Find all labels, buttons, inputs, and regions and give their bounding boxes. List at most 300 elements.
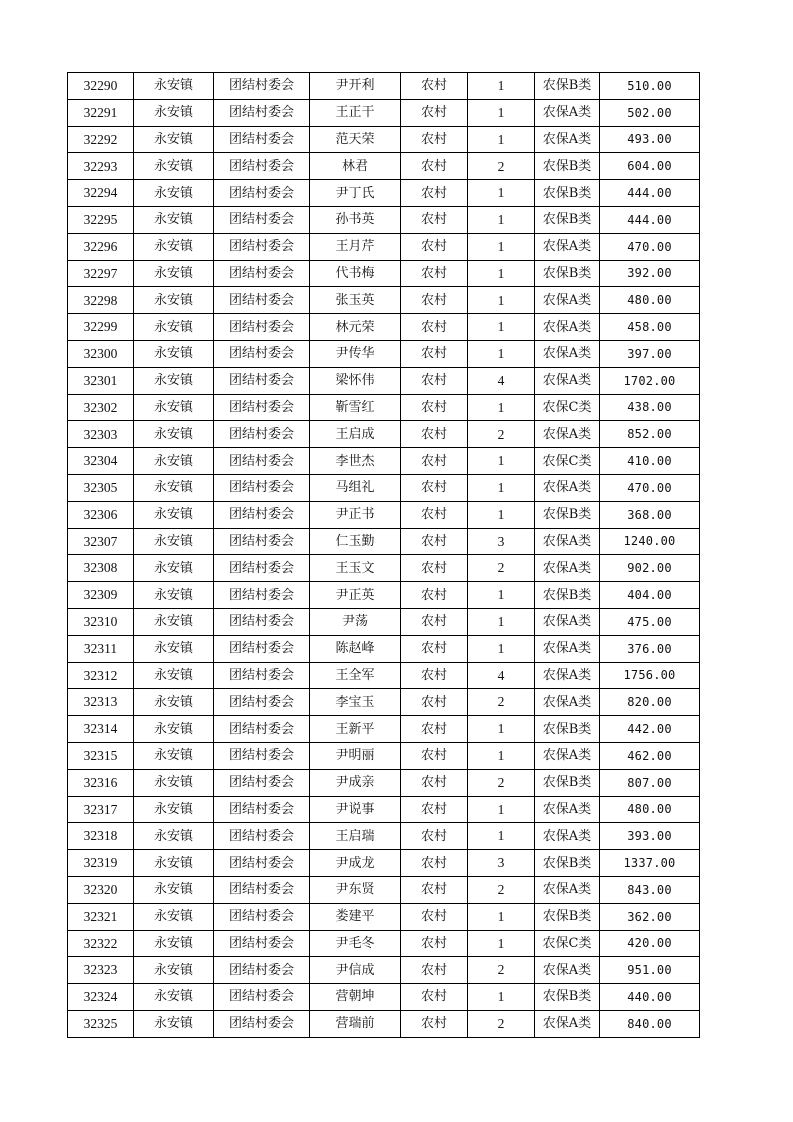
table-row xyxy=(68,99,700,126)
town-cell: 永安镇 xyxy=(134,448,214,475)
person-name-cell: 娄建平 xyxy=(310,903,401,930)
insurance-category-cell: 农保A类 xyxy=(535,340,600,367)
insurance-category-cell: 农保B类 xyxy=(535,582,600,609)
village-committee-cell: 团结村委会 xyxy=(214,742,310,769)
household-count-cell: 1 xyxy=(468,823,535,850)
town-cell: 永安镇 xyxy=(134,1010,214,1037)
village-committee-cell: 团结村委会 xyxy=(214,314,310,341)
area-type-cell: 农村 xyxy=(401,153,468,180)
household-count-cell: 1 xyxy=(468,582,535,609)
household-count-cell: 2 xyxy=(468,689,535,716)
amount-cell: 438.00 xyxy=(600,394,700,421)
town-cell: 永安镇 xyxy=(134,876,214,903)
town-cell: 永安镇 xyxy=(134,233,214,260)
village-committee-cell: 团结村委会 xyxy=(214,984,310,1011)
person-name-cell: 尹正英 xyxy=(310,582,401,609)
area-type-cell: 农村 xyxy=(401,367,468,394)
records-table xyxy=(67,72,700,1038)
town-cell: 永安镇 xyxy=(134,73,214,100)
person-name-cell: 王新平 xyxy=(310,716,401,743)
town-cell: 永安镇 xyxy=(134,367,214,394)
table-row xyxy=(68,582,700,609)
town-cell: 永安镇 xyxy=(134,823,214,850)
insurance-category-cell: 农保B类 xyxy=(535,260,600,287)
record-id-cell: 32317 xyxy=(68,796,134,823)
insurance-category-cell: 农保A类 xyxy=(535,635,600,662)
household-count-cell: 4 xyxy=(468,367,535,394)
record-id-cell: 32311 xyxy=(68,635,134,662)
table-row xyxy=(68,635,700,662)
table-row xyxy=(68,287,700,314)
household-count-cell: 1 xyxy=(468,126,535,153)
insurance-category-cell: 农保A类 xyxy=(535,126,600,153)
person-name-cell: 尹东贤 xyxy=(310,876,401,903)
table-row xyxy=(68,448,700,475)
person-name-cell: 张玉英 xyxy=(310,287,401,314)
person-name-cell: 尹明丽 xyxy=(310,742,401,769)
town-cell: 永安镇 xyxy=(134,421,214,448)
town-cell: 永安镇 xyxy=(134,206,214,233)
insurance-category-cell: 农保B类 xyxy=(535,73,600,100)
amount-cell: 444.00 xyxy=(600,180,700,207)
area-type-cell: 农村 xyxy=(401,823,468,850)
amount-cell: 420.00 xyxy=(600,930,700,957)
table-row xyxy=(68,501,700,528)
town-cell: 永安镇 xyxy=(134,394,214,421)
table-row xyxy=(68,180,700,207)
record-id-cell: 32296 xyxy=(68,233,134,260)
insurance-category-cell: 农保B类 xyxy=(535,903,600,930)
household-count-cell: 1 xyxy=(468,448,535,475)
area-type-cell: 农村 xyxy=(401,260,468,287)
amount-cell: 480.00 xyxy=(600,287,700,314)
table-row xyxy=(68,716,700,743)
amount-cell: 510.00 xyxy=(600,73,700,100)
insurance-category-cell: 农保B类 xyxy=(535,716,600,743)
household-count-cell: 2 xyxy=(468,555,535,582)
insurance-category-cell: 农保B类 xyxy=(535,850,600,877)
person-name-cell: 尹荡 xyxy=(310,608,401,635)
person-name-cell: 王启成 xyxy=(310,421,401,448)
record-id-cell: 32308 xyxy=(68,555,134,582)
insurance-category-cell: 农保A类 xyxy=(535,823,600,850)
area-type-cell: 农村 xyxy=(401,394,468,421)
household-count-cell: 1 xyxy=(468,233,535,260)
insurance-category-cell: 农保A类 xyxy=(535,555,600,582)
town-cell: 永安镇 xyxy=(134,635,214,662)
table-row xyxy=(68,340,700,367)
town-cell: 永安镇 xyxy=(134,716,214,743)
area-type-cell: 农村 xyxy=(401,314,468,341)
table-row xyxy=(68,930,700,957)
table-row xyxy=(68,367,700,394)
town-cell: 永安镇 xyxy=(134,99,214,126)
area-type-cell: 农村 xyxy=(401,340,468,367)
insurance-category-cell: 农保A类 xyxy=(535,876,600,903)
person-name-cell: 林君 xyxy=(310,153,401,180)
record-id-cell: 32318 xyxy=(68,823,134,850)
amount-cell: 951.00 xyxy=(600,957,700,984)
household-count-cell: 2 xyxy=(468,769,535,796)
household-count-cell: 2 xyxy=(468,421,535,448)
amount-cell: 902.00 xyxy=(600,555,700,582)
village-committee-cell: 团结村委会 xyxy=(214,876,310,903)
person-name-cell: 李世杰 xyxy=(310,448,401,475)
record-id-cell: 32307 xyxy=(68,528,134,555)
person-name-cell: 尹信成 xyxy=(310,957,401,984)
village-committee-cell: 团结村委会 xyxy=(214,367,310,394)
insurance-category-cell: 农保A类 xyxy=(535,608,600,635)
person-name-cell: 王玉文 xyxy=(310,555,401,582)
table-row xyxy=(68,153,700,180)
table-row xyxy=(68,1010,700,1037)
household-count-cell: 1 xyxy=(468,340,535,367)
town-cell: 永安镇 xyxy=(134,662,214,689)
amount-cell: 820.00 xyxy=(600,689,700,716)
table-row xyxy=(68,876,700,903)
record-id-cell: 32297 xyxy=(68,260,134,287)
amount-cell: 1702.00 xyxy=(600,367,700,394)
area-type-cell: 农村 xyxy=(401,796,468,823)
insurance-category-cell: 农保B类 xyxy=(535,984,600,1011)
area-type-cell: 农村 xyxy=(401,662,468,689)
town-cell: 永安镇 xyxy=(134,180,214,207)
amount-cell: 362.00 xyxy=(600,903,700,930)
insurance-category-cell: 农保A类 xyxy=(535,689,600,716)
village-committee-cell: 团结村委会 xyxy=(214,769,310,796)
amount-cell: 604.00 xyxy=(600,153,700,180)
person-name-cell: 王正干 xyxy=(310,99,401,126)
area-type-cell: 农村 xyxy=(401,73,468,100)
area-type-cell: 农村 xyxy=(401,421,468,448)
record-id-cell: 32320 xyxy=(68,876,134,903)
person-name-cell: 王全军 xyxy=(310,662,401,689)
person-name-cell: 林元荣 xyxy=(310,314,401,341)
household-count-cell: 1 xyxy=(468,608,535,635)
village-committee-cell: 团结村委会 xyxy=(214,501,310,528)
person-name-cell: 马组礼 xyxy=(310,474,401,501)
person-name-cell: 仁玉勤 xyxy=(310,528,401,555)
area-type-cell: 农村 xyxy=(401,608,468,635)
amount-cell: 393.00 xyxy=(600,823,700,850)
table-row xyxy=(68,903,700,930)
person-name-cell: 范天荣 xyxy=(310,126,401,153)
table-row xyxy=(68,421,700,448)
area-type-cell: 农村 xyxy=(401,742,468,769)
town-cell: 永安镇 xyxy=(134,742,214,769)
record-id-cell: 32299 xyxy=(68,314,134,341)
village-committee-cell: 团结村委会 xyxy=(214,73,310,100)
area-type-cell: 农村 xyxy=(401,769,468,796)
insurance-category-cell: 农保A类 xyxy=(535,367,600,394)
insurance-category-cell: 农保A类 xyxy=(535,474,600,501)
person-name-cell: 王月芹 xyxy=(310,233,401,260)
household-count-cell: 1 xyxy=(468,716,535,743)
household-count-cell: 2 xyxy=(468,957,535,984)
amount-cell: 397.00 xyxy=(600,340,700,367)
household-count-cell: 1 xyxy=(468,287,535,314)
town-cell: 永安镇 xyxy=(134,260,214,287)
village-committee-cell: 团结村委会 xyxy=(214,394,310,421)
village-committee-cell: 团结村委会 xyxy=(214,608,310,635)
amount-cell: 442.00 xyxy=(600,716,700,743)
person-name-cell: 李宝玉 xyxy=(310,689,401,716)
village-committee-cell: 团结村委会 xyxy=(214,850,310,877)
table-row xyxy=(68,796,700,823)
area-type-cell: 农村 xyxy=(401,126,468,153)
table-row xyxy=(68,555,700,582)
person-name-cell: 梁怀伟 xyxy=(310,367,401,394)
record-id-cell: 32321 xyxy=(68,903,134,930)
table-row xyxy=(68,73,700,100)
table-row xyxy=(68,474,700,501)
town-cell: 永安镇 xyxy=(134,796,214,823)
area-type-cell: 农村 xyxy=(401,448,468,475)
area-type-cell: 农村 xyxy=(401,582,468,609)
table-row xyxy=(68,689,700,716)
household-count-cell: 2 xyxy=(468,153,535,180)
village-committee-cell: 团结村委会 xyxy=(214,903,310,930)
insurance-category-cell: 农保A类 xyxy=(535,1010,600,1037)
area-type-cell: 农村 xyxy=(401,180,468,207)
village-committee-cell: 团结村委会 xyxy=(214,340,310,367)
insurance-category-cell: 农保B类 xyxy=(535,153,600,180)
table-row xyxy=(68,769,700,796)
insurance-category-cell: 农保A类 xyxy=(535,528,600,555)
record-id-cell: 32323 xyxy=(68,957,134,984)
record-id-cell: 32312 xyxy=(68,662,134,689)
town-cell: 永安镇 xyxy=(134,314,214,341)
amount-cell: 404.00 xyxy=(600,582,700,609)
insurance-category-cell: 农保A类 xyxy=(535,742,600,769)
record-id-cell: 32322 xyxy=(68,930,134,957)
town-cell: 永安镇 xyxy=(134,501,214,528)
household-count-cell: 1 xyxy=(468,180,535,207)
town-cell: 永安镇 xyxy=(134,984,214,1011)
person-name-cell: 孙书英 xyxy=(310,206,401,233)
village-committee-cell: 团结村委会 xyxy=(214,421,310,448)
table-row xyxy=(68,823,700,850)
town-cell: 永安镇 xyxy=(134,930,214,957)
insurance-category-cell: 农保A类 xyxy=(535,287,600,314)
village-committee-cell: 团结村委会 xyxy=(214,582,310,609)
household-count-cell: 1 xyxy=(468,984,535,1011)
table-row xyxy=(68,850,700,877)
person-name-cell: 王启瑞 xyxy=(310,823,401,850)
village-committee-cell: 团结村委会 xyxy=(214,287,310,314)
person-name-cell: 代书梅 xyxy=(310,260,401,287)
person-name-cell: 尹传华 xyxy=(310,340,401,367)
record-id-cell: 32319 xyxy=(68,850,134,877)
area-type-cell: 农村 xyxy=(401,984,468,1011)
household-count-cell: 3 xyxy=(468,850,535,877)
amount-cell: 852.00 xyxy=(600,421,700,448)
table-row xyxy=(68,394,700,421)
amount-cell: 458.00 xyxy=(600,314,700,341)
amount-cell: 493.00 xyxy=(600,126,700,153)
amount-cell: 1756.00 xyxy=(600,662,700,689)
village-committee-cell: 团结村委会 xyxy=(214,635,310,662)
amount-cell: 1240.00 xyxy=(600,528,700,555)
record-id-cell: 32313 xyxy=(68,689,134,716)
insurance-category-cell: 农保A类 xyxy=(535,957,600,984)
insurance-category-cell: 农保A类 xyxy=(535,233,600,260)
insurance-category-cell: 农保B类 xyxy=(535,769,600,796)
area-type-cell: 农村 xyxy=(401,474,468,501)
area-type-cell: 农村 xyxy=(401,233,468,260)
record-id-cell: 32295 xyxy=(68,206,134,233)
household-count-cell: 4 xyxy=(468,662,535,689)
area-type-cell: 农村 xyxy=(401,850,468,877)
town-cell: 永安镇 xyxy=(134,474,214,501)
table-row xyxy=(68,233,700,260)
record-id-cell: 32314 xyxy=(68,716,134,743)
area-type-cell: 农村 xyxy=(401,635,468,662)
village-committee-cell: 团结村委会 xyxy=(214,689,310,716)
household-count-cell: 1 xyxy=(468,903,535,930)
village-committee-cell: 团结村委会 xyxy=(214,474,310,501)
record-id-cell: 32300 xyxy=(68,340,134,367)
amount-cell: 444.00 xyxy=(600,206,700,233)
area-type-cell: 农村 xyxy=(401,99,468,126)
household-count-cell: 1 xyxy=(468,796,535,823)
household-count-cell: 1 xyxy=(468,394,535,421)
town-cell: 永安镇 xyxy=(134,340,214,367)
household-count-cell: 1 xyxy=(468,501,535,528)
record-id-cell: 32305 xyxy=(68,474,134,501)
town-cell: 永安镇 xyxy=(134,689,214,716)
insurance-category-cell: 农保C类 xyxy=(535,448,600,475)
insurance-category-cell: 农保B类 xyxy=(535,180,600,207)
table-row xyxy=(68,742,700,769)
town-cell: 永安镇 xyxy=(134,153,214,180)
table-row xyxy=(68,984,700,1011)
insurance-category-cell: 农保A类 xyxy=(535,662,600,689)
amount-cell: 368.00 xyxy=(600,501,700,528)
household-count-cell: 3 xyxy=(468,528,535,555)
amount-cell: 480.00 xyxy=(600,796,700,823)
village-committee-cell: 团结村委会 xyxy=(214,528,310,555)
village-committee-cell: 团结村委会 xyxy=(214,823,310,850)
village-committee-cell: 团结村委会 xyxy=(214,153,310,180)
amount-cell: 843.00 xyxy=(600,876,700,903)
area-type-cell: 农村 xyxy=(401,206,468,233)
area-type-cell: 农村 xyxy=(401,528,468,555)
area-type-cell: 农村 xyxy=(401,930,468,957)
person-name-cell: 尹正书 xyxy=(310,501,401,528)
record-id-cell: 32309 xyxy=(68,582,134,609)
person-name-cell: 靳雪红 xyxy=(310,394,401,421)
person-name-cell: 营瑞前 xyxy=(310,1010,401,1037)
records-table-body xyxy=(68,73,700,1038)
amount-cell: 1337.00 xyxy=(600,850,700,877)
village-committee-cell: 团结村委会 xyxy=(214,930,310,957)
record-id-cell: 32294 xyxy=(68,180,134,207)
record-id-cell: 32290 xyxy=(68,73,134,100)
person-name-cell: 尹成龙 xyxy=(310,850,401,877)
amount-cell: 470.00 xyxy=(600,474,700,501)
town-cell: 永安镇 xyxy=(134,582,214,609)
record-id-cell: 32315 xyxy=(68,742,134,769)
table-row xyxy=(68,957,700,984)
village-committee-cell: 团结村委会 xyxy=(214,126,310,153)
town-cell: 永安镇 xyxy=(134,126,214,153)
record-id-cell: 32292 xyxy=(68,126,134,153)
town-cell: 永安镇 xyxy=(134,957,214,984)
household-count-cell: 1 xyxy=(468,73,535,100)
insurance-category-cell: 农保A类 xyxy=(535,314,600,341)
table-row xyxy=(68,260,700,287)
household-count-cell: 2 xyxy=(468,1010,535,1037)
person-name-cell: 尹说事 xyxy=(310,796,401,823)
area-type-cell: 农村 xyxy=(401,501,468,528)
area-type-cell: 农村 xyxy=(401,957,468,984)
household-count-cell: 1 xyxy=(468,474,535,501)
area-type-cell: 农村 xyxy=(401,689,468,716)
record-id-cell: 32304 xyxy=(68,448,134,475)
amount-cell: 392.00 xyxy=(600,260,700,287)
village-committee-cell: 团结村委会 xyxy=(214,716,310,743)
person-name-cell: 营朝坤 xyxy=(310,984,401,1011)
insurance-category-cell: 农保B类 xyxy=(535,206,600,233)
village-committee-cell: 团结村委会 xyxy=(214,233,310,260)
insurance-category-cell: 农保A类 xyxy=(535,796,600,823)
amount-cell: 462.00 xyxy=(600,742,700,769)
area-type-cell: 农村 xyxy=(401,1010,468,1037)
amount-cell: 502.00 xyxy=(600,99,700,126)
household-count-cell: 2 xyxy=(468,876,535,903)
insurance-category-cell: 农保C类 xyxy=(535,930,600,957)
amount-cell: 376.00 xyxy=(600,635,700,662)
village-committee-cell: 团结村委会 xyxy=(214,180,310,207)
table-row xyxy=(68,126,700,153)
person-name-cell: 尹成亲 xyxy=(310,769,401,796)
household-count-cell: 1 xyxy=(468,742,535,769)
record-id-cell: 32302 xyxy=(68,394,134,421)
amount-cell: 410.00 xyxy=(600,448,700,475)
village-committee-cell: 团结村委会 xyxy=(214,206,310,233)
person-name-cell: 陈赵峰 xyxy=(310,635,401,662)
town-cell: 永安镇 xyxy=(134,555,214,582)
record-id-cell: 32301 xyxy=(68,367,134,394)
amount-cell: 440.00 xyxy=(600,984,700,1011)
record-id-cell: 32324 xyxy=(68,984,134,1011)
record-id-cell: 32325 xyxy=(68,1010,134,1037)
record-id-cell: 32306 xyxy=(68,501,134,528)
record-id-cell: 32310 xyxy=(68,608,134,635)
insurance-category-cell: 农保A类 xyxy=(535,421,600,448)
area-type-cell: 农村 xyxy=(401,555,468,582)
town-cell: 永安镇 xyxy=(134,769,214,796)
town-cell: 永安镇 xyxy=(134,528,214,555)
household-count-cell: 1 xyxy=(468,206,535,233)
table-row xyxy=(68,608,700,635)
town-cell: 永安镇 xyxy=(134,850,214,877)
household-count-cell: 1 xyxy=(468,930,535,957)
record-id-cell: 32298 xyxy=(68,287,134,314)
area-type-cell: 农村 xyxy=(401,903,468,930)
household-count-cell: 1 xyxy=(468,260,535,287)
record-id-cell: 32316 xyxy=(68,769,134,796)
amount-cell: 840.00 xyxy=(600,1010,700,1037)
village-committee-cell: 团结村委会 xyxy=(214,662,310,689)
household-count-cell: 1 xyxy=(468,635,535,662)
amount-cell: 475.00 xyxy=(600,608,700,635)
village-committee-cell: 团结村委会 xyxy=(214,796,310,823)
village-committee-cell: 团结村委会 xyxy=(214,555,310,582)
area-type-cell: 农村 xyxy=(401,876,468,903)
town-cell: 永安镇 xyxy=(134,608,214,635)
